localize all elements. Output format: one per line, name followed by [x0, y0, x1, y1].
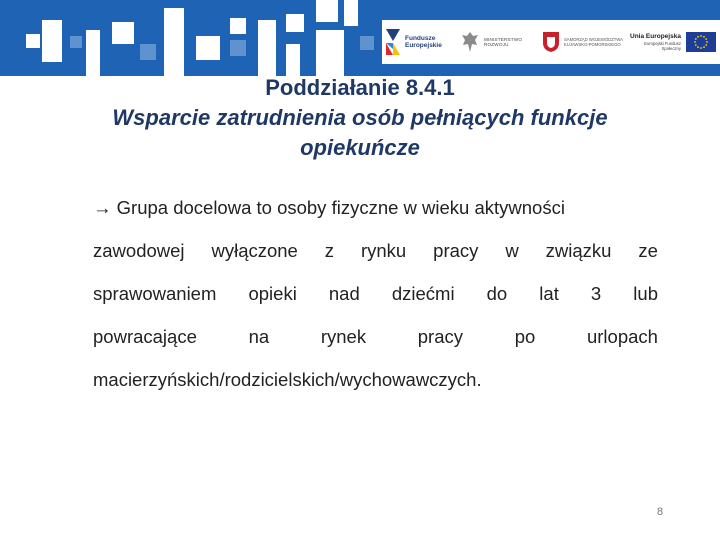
slide-subtitle: Wsparcie zatrudnienia osób pełniących funkcje opiekuńcze [112, 105, 608, 160]
decorative-square [196, 36, 220, 60]
body-word: ze [638, 240, 658, 261]
body-word: macierzyńskich/rodzicielskich/wychowawczych. [93, 369, 482, 390]
fundusze-line1: Fundusze [405, 35, 436, 42]
unia-line1: Europejski Fundusz [644, 41, 681, 46]
decorative-square [26, 34, 40, 48]
decorative-square [230, 40, 246, 56]
page-number: 8 [656, 506, 664, 518]
decorative-square [164, 8, 184, 76]
body-line [93, 315, 658, 358]
body-word: zawodowej [93, 240, 185, 261]
decorative-square [86, 30, 100, 76]
decorative-square [286, 14, 304, 32]
body-word: lat [539, 283, 559, 304]
decorative-square [230, 18, 246, 34]
body-line [93, 186, 658, 229]
body-line [93, 272, 658, 315]
decorative-square [112, 22, 134, 44]
ministerstwo-logo [460, 20, 522, 64]
body-word: nad [328, 283, 360, 304]
body-word: po [514, 326, 536, 347]
region-logo [542, 20, 623, 64]
body-word: rynku [360, 240, 407, 261]
decorative-square [360, 36, 374, 50]
unia-europejska-logo [630, 20, 716, 64]
eagle-emblem-icon [460, 30, 480, 54]
ministerstwo-line2: ROZWOJU [484, 42, 509, 47]
decorative-square [42, 20, 62, 62]
unia-title: Unia Europejska [630, 33, 681, 40]
decorative-square [140, 44, 156, 60]
logo-strip [382, 20, 720, 64]
body-word: opieki [248, 283, 297, 304]
body-word: sprawowaniem [93, 283, 217, 304]
body-word: rynek [320, 326, 367, 347]
fundusze-line2: Europejskie [405, 42, 442, 49]
body-word: do [486, 283, 508, 304]
decorative-square [70, 36, 82, 48]
decorative-square [258, 20, 276, 76]
slide-title: Poddziałanie 8.4.1 [265, 75, 455, 100]
ministerstwo-line1: MINISTERSTWO [484, 36, 523, 42]
body-word: na [248, 326, 270, 347]
fundusze-europejskie-logo [384, 20, 442, 64]
eu-flag-icon [686, 32, 716, 52]
body-word: związku [545, 240, 612, 261]
body-paragraph [93, 186, 658, 401]
body-word: → Grupa docelowa to osoby fizyczne w wieku aktywności [93, 197, 565, 218]
fundusze-europejskie-mark-icon [384, 27, 402, 57]
body-word: pracy [433, 240, 479, 261]
body-word: powracające [93, 326, 197, 347]
decorative-square [344, 0, 358, 26]
unia-line2: Społeczny [661, 46, 681, 51]
body-word: lub [633, 283, 658, 304]
header-band [0, 0, 720, 76]
body-word: dziećmi [391, 283, 455, 304]
decorative-square [286, 44, 300, 76]
decorative-square [316, 0, 338, 22]
body-word: 3 [590, 283, 602, 304]
body-word: w [505, 240, 519, 261]
region-line1: SAMORZĄD WOJEWÓDZTWA [564, 37, 623, 42]
body-line [93, 358, 658, 401]
decorative-square [316, 30, 344, 76]
region-line2: KUJAWSKO-POMORSKIEGO [564, 42, 621, 47]
body-word: z [324, 240, 335, 261]
body-word: wyłączone [211, 240, 298, 261]
body-line [93, 229, 658, 272]
body-word: pracy [417, 326, 464, 347]
region-shield-icon [542, 31, 560, 53]
body-word: urlopach [586, 326, 658, 347]
